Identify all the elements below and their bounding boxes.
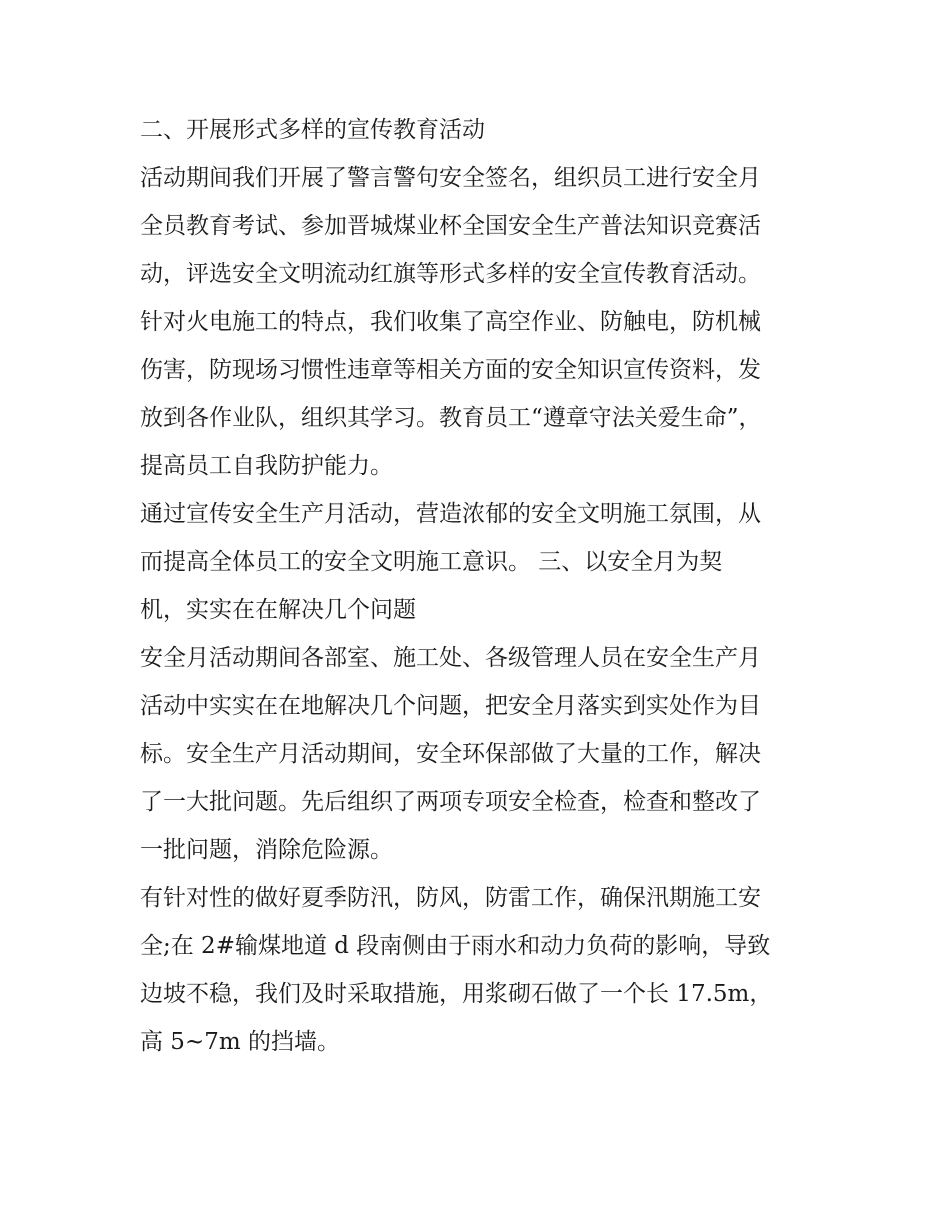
- text-line: 伤害，防现场习惯性违章等相关方面的安全知识宣传资料，发: [140, 357, 761, 383]
- text-line: 机，实实在在解决几个问题: [140, 597, 416, 623]
- text-line: 活动中实实在在地解决几个问题，把安全月落实到实处作为目: [140, 693, 761, 719]
- text-line: 安全月活动期间各部室、施工处、各级管理人员在安全生产月: [140, 645, 761, 671]
- text-line: 动，评选安全文明流动红旗等形式多样的安全宣传教育活动。: [140, 261, 761, 287]
- text-line: 针对火电施工的特点，我们收集了高空作业、防触电，防机械: [140, 309, 761, 335]
- text-line: 提高员工自我防护能力。: [140, 453, 393, 479]
- text-line: 了一大批问题。先后组织了两项专项安全检查，检查和整改了: [140, 789, 761, 815]
- text-line: 一批问题，消除危险源。: [140, 837, 393, 863]
- text-line: 通过宣传安全生产月活动，营造浓郁的安全文明施工氛围，从: [140, 501, 761, 527]
- text-line: 边坡不稳，我们及时采取措施，用浆砌石做了一个长 17.5m，: [140, 981, 773, 1007]
- text-line: 有针对性的做好夏季防汛，防风，防雷工作，确保汛期施工安: [140, 885, 761, 911]
- section-heading: 二、开展形式多样的宣传教育活动: [140, 117, 485, 143]
- text-line: 高 5~7m 的挡墙。: [140, 1029, 340, 1055]
- text-line: 全员教育考试、参加晋城煤业杯全国安全生产普法知识竞赛活: [140, 213, 761, 239]
- text-line: 而提高全体员工的安全文明施工意识。 三、以安全月为契: [140, 549, 723, 575]
- text-line: 标。安全生产月活动期间，安全环保部做了大量的工作，解决: [140, 741, 761, 767]
- text-line: 活动期间我们开展了警言警句安全签名，组织员工进行安全月: [140, 165, 761, 191]
- text-line: 放到各作业队，组织其学习。教育员工“遵章守法关爱生命”，: [140, 405, 762, 431]
- text-line: 全;在 2#输煤地道 d 段南侧由于雨水和动力负荷的影响，导致: [140, 933, 771, 959]
